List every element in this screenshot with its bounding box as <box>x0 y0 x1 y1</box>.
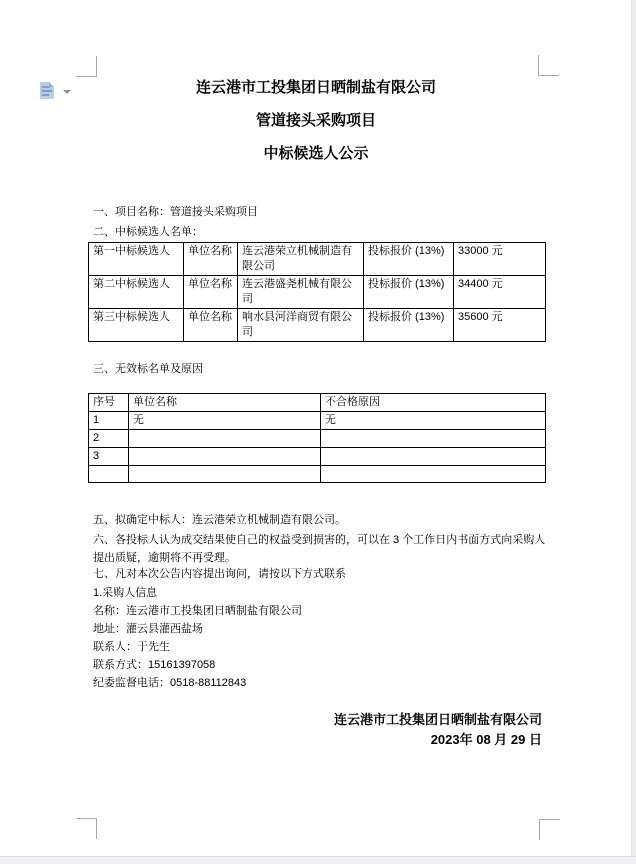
bid-price-value: 34400 元 <box>454 276 546 309</box>
bid-price-label: 投标报价 (13%) <box>364 276 454 309</box>
doc-title-project: 管道接头采购项目 <box>255 112 376 129</box>
margin-crop-mark-bottom-right <box>539 819 560 840</box>
section-6-objection: 六、各投标人认为成交结果使自己的权益受到损害的，可以在 3 个工作日内书面方式向采购人提出质疑，逾期将不再受理。 <box>93 534 546 564</box>
unit-name-value: 响水县河洋商贸有限公司 <box>238 309 364 342</box>
bid-price-label: 投标报价 (13%) <box>364 309 454 342</box>
purchaser-address: 地址：灌云县灌西盐场 <box>93 623 203 635</box>
index-cell: 3 <box>89 448 129 466</box>
candidate-rank: 第二中标候选人 <box>89 276 184 309</box>
unit-cell: 无 <box>129 412 321 430</box>
contact-phone: 联系方式：15161397058 <box>93 659 216 671</box>
candidate-rank: 第三中标候选人 <box>89 309 184 342</box>
bid-candidates-table <box>88 242 546 342</box>
table-row <box>89 412 546 430</box>
purchaser-info-heading: 1.采购人信息 <box>93 587 158 599</box>
bid-price-value: 33000 元 <box>454 243 546 276</box>
bid-price-label: 投标报价 (13%) <box>364 243 454 276</box>
contact-person: 联系人：于先生 <box>93 641 170 653</box>
reason-cell <box>321 448 546 466</box>
margin-crop-mark-top-right <box>538 55 559 76</box>
window-edge-right <box>631 0 636 864</box>
table-header-row <box>89 394 546 412</box>
section-2-candidate-list: 二、中标候选人名单： <box>93 226 203 238</box>
unit-cell <box>129 466 321 483</box>
candidate-rank: 第一中标候选人 <box>89 243 184 276</box>
doc-title-company: 连云港市工投集团日晒制盐有限公司 <box>195 79 436 96</box>
col-header-reason: 不合格原因 <box>321 394 546 412</box>
section-1-project-name: 一、项目名称：管道接头采购项目 <box>93 206 258 218</box>
invalid-bids-table <box>88 393 546 483</box>
unit-name-value: 连云港荣立机械制造有限公司 <box>238 243 364 276</box>
table-row <box>89 430 546 448</box>
signature-date: 2023年 08 月 29 日 <box>430 732 542 747</box>
margin-crop-mark-bottom-left <box>76 818 97 839</box>
unit-cell <box>129 430 321 448</box>
index-cell: 2 <box>89 430 129 448</box>
unit-name-label: 单位名称 <box>184 309 238 342</box>
unit-name-value: 连云港盛尧机械有限公司 <box>238 276 364 309</box>
section-5-winner: 五、拟确定中标人：连云港荣立机械制造有限公司。 <box>93 514 346 526</box>
table-row <box>89 466 546 483</box>
section-7-inquiry: 七、凡对本次公告内容提出询问，请按以下方式联系 <box>93 568 346 580</box>
margin-crop-mark-top-left <box>76 56 97 77</box>
purchaser-name: 名称：连云港市工投集团日晒制盐有限公司 <box>93 605 302 617</box>
supervision-phone: 纪委监督电话：0518-88112843 <box>93 677 247 689</box>
reason-cell <box>321 466 546 483</box>
unit-cell <box>129 448 321 466</box>
table-row <box>89 243 546 276</box>
unit-name-label: 单位名称 <box>184 243 238 276</box>
table-row <box>89 448 546 466</box>
section-3-invalid-bids: 三、无效标名单及原因 <box>93 363 203 375</box>
table-row <box>89 309 546 342</box>
bid-price-value: 35600 元 <box>454 309 546 342</box>
reason-cell: 无 <box>321 412 546 430</box>
signature-company: 连云港市工投集团日晒制盐有限公司 <box>333 712 542 727</box>
index-cell: 1 <box>89 412 129 430</box>
index-cell <box>89 466 129 483</box>
window-edge-bottom <box>0 856 636 864</box>
doc-title-announcement: 中标候选人公示 <box>263 145 369 162</box>
col-header-index: 序号 <box>89 394 129 412</box>
reason-cell <box>321 430 546 448</box>
table-row <box>89 276 546 309</box>
col-header-unit-name: 单位名称 <box>129 394 321 412</box>
unit-name-label: 单位名称 <box>184 276 238 309</box>
